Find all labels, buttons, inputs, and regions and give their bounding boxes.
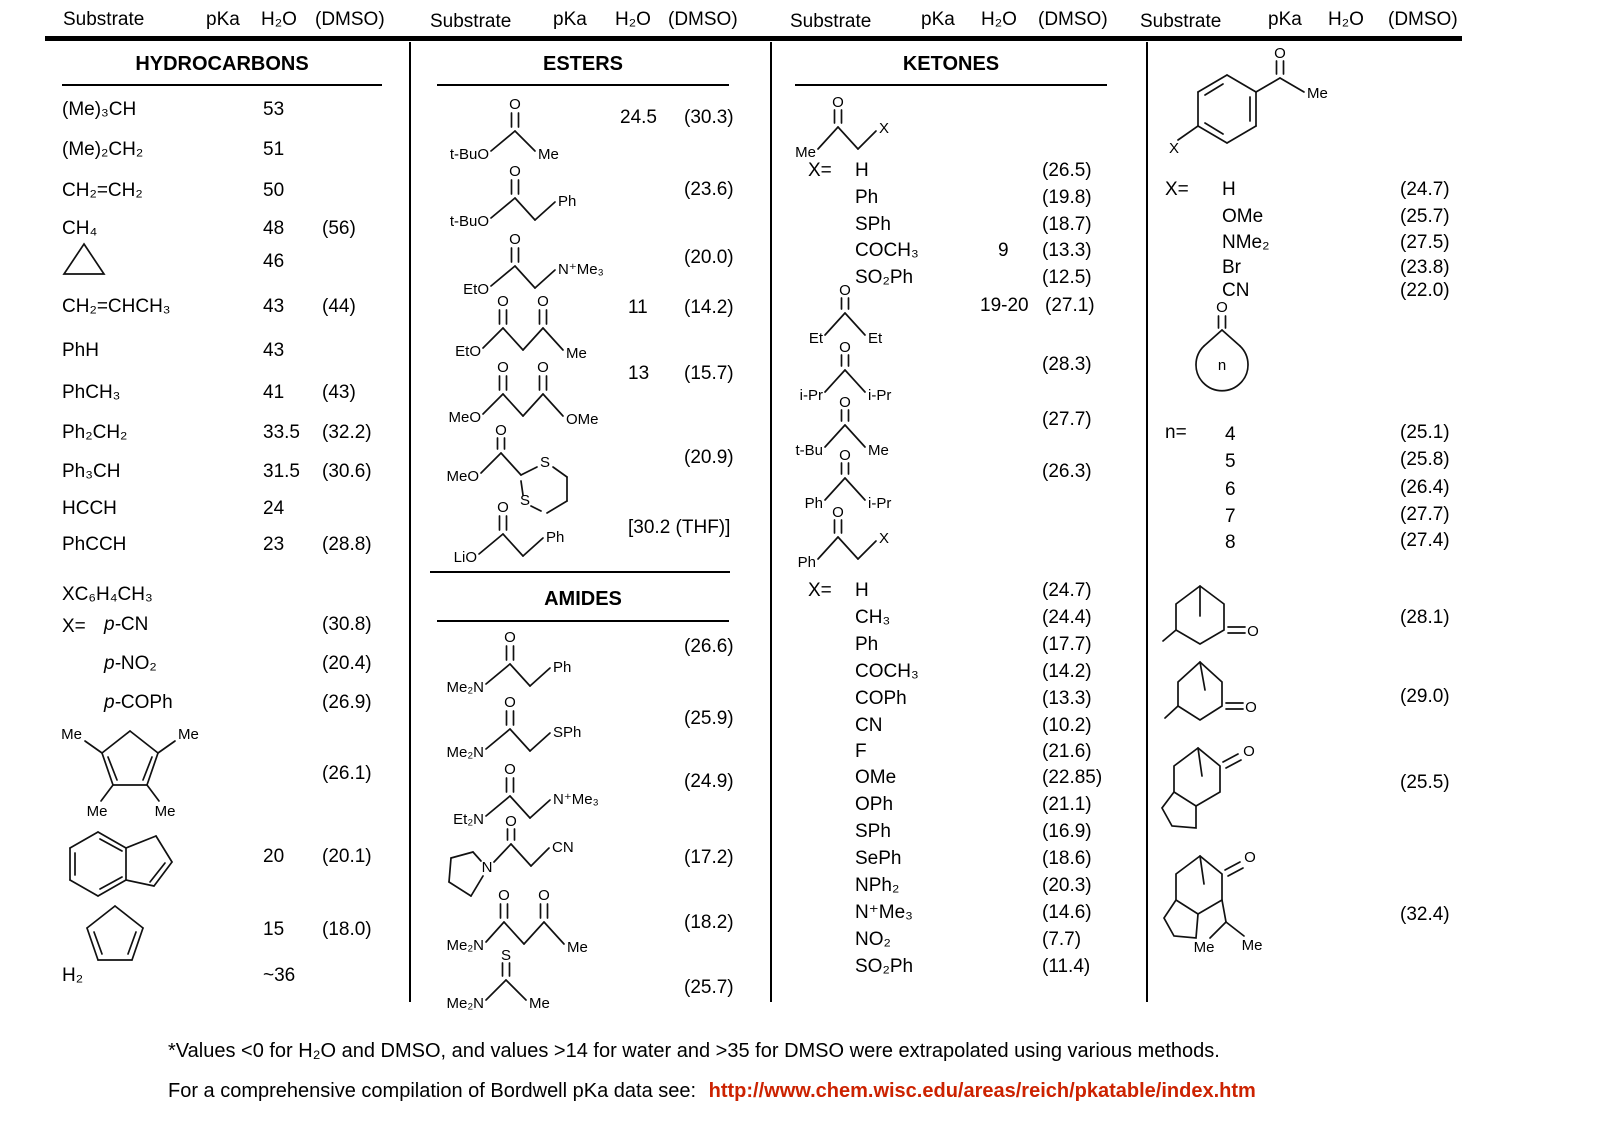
dmso-value: (20.4) [322, 653, 372, 674]
dmso-value: (56) [322, 218, 356, 239]
ketone-left-label: i-Pr [799, 387, 823, 404]
pka-value: 23 [263, 534, 285, 555]
dmso-value: (20.3) [1042, 875, 1092, 896]
methyl-label: Me [154, 803, 176, 820]
col1-header-dmso: (DMSO) [315, 9, 385, 30]
substituent-label: NPh₂ [855, 875, 900, 896]
substituent-label: COPh [855, 688, 907, 709]
dmso-value: (11.4) [1042, 956, 1091, 977]
dmso-value: (29.0) [1400, 686, 1450, 707]
substituent-label: NO₂ [855, 929, 891, 950]
oxygen-label: O [495, 422, 507, 439]
oxygen-label: O [839, 394, 851, 411]
structure-cyclopentadiene [70, 896, 160, 974]
ester-right-label: Me [538, 146, 559, 163]
pka-value: 43 [263, 296, 285, 317]
sulfur-label: S [500, 947, 512, 964]
substrate-formula: Ph₃CH [62, 461, 121, 482]
hydrocarbons-rule [62, 84, 382, 86]
dmso-value: (19.8) [1042, 187, 1092, 208]
oxygen-label: O [537, 359, 549, 376]
oxygen-label: O [505, 813, 517, 830]
pka-value: 20 [263, 846, 285, 867]
dmso-value: (27.7) [1400, 504, 1450, 525]
x-equals-label: X= [808, 160, 832, 181]
compilation-prefix: For a comprehensive compilation of Bordwell pKa data see: [168, 1080, 697, 1102]
substrate-formula: (Me)₃CH [62, 99, 137, 120]
dmso-value: (20.0) [684, 247, 734, 268]
dmso-value: (28.8) [322, 534, 372, 555]
ester-right-label: Me [566, 345, 587, 362]
dmso-value: (17.7) [1042, 634, 1092, 655]
substituent-label: SPh [855, 821, 891, 842]
methyl-label: Me [1307, 85, 1328, 102]
amides-title: AMIDES [544, 588, 622, 610]
substrate-formula: H₂ [62, 965, 84, 986]
oxygen-label: O [504, 694, 516, 711]
oxygen-label: O [1245, 699, 1257, 716]
col4-header-dmso: (DMSO) [1388, 9, 1458, 30]
ester-left-label: EtO [463, 281, 489, 298]
col2-header-h2o: H₂O [615, 9, 651, 30]
structure-dimethyl-bicyclic-ketone [1152, 846, 1292, 964]
col2-header-dmso: (DMSO) [668, 9, 738, 30]
ketones-title: KETONES [902, 53, 1000, 75]
structure-tetramethylcyclopentadiene [55, 713, 205, 825]
pka-value: 50 [263, 180, 285, 201]
pka-value: 24.5 [620, 107, 657, 128]
ketone-right-label: i-Pr [868, 495, 892, 512]
substrate-formula: Ph₂CH₂ [62, 422, 128, 443]
dmso-value: (20.9) [684, 447, 734, 468]
dmso-value: (43) [322, 382, 356, 403]
dmso-value: (16.9) [1042, 821, 1092, 842]
amide-right-label: N⁺Me₃ [553, 791, 599, 808]
pka-value: 51 [263, 139, 285, 160]
pka-value: 24 [263, 498, 285, 519]
dmso-value: (22.85) [1042, 767, 1103, 788]
structure-norbornanone [1158, 656, 1288, 734]
dmso-value: (14.6) [1042, 902, 1092, 923]
substituent-label: SO₂Ph [855, 956, 914, 977]
substituent-label: H [855, 160, 869, 181]
x-substituent-label: X [1168, 140, 1180, 157]
pka-value: 31.5 [263, 461, 300, 482]
ester-right-label: N⁺Me₃ [558, 261, 604, 278]
ketone-right-label: Et [868, 330, 883, 347]
ester-left-label: t-BuO [449, 146, 489, 163]
dmso-value: (18.0) [322, 919, 372, 940]
dmso-value: (25.1) [1400, 422, 1450, 443]
oxygen-label: O [504, 761, 516, 778]
amide-right-label: Me [567, 939, 588, 956]
substituent-label: CH₃ [855, 607, 891, 628]
structure-lithium-phenylacetate [445, 498, 615, 578]
ester-left-label: LiO [453, 549, 477, 566]
para-prefix: p- [104, 653, 121, 674]
pka-value: 41 [263, 382, 285, 403]
oxygen-label: O [497, 499, 509, 516]
ester-right-label: Ph [558, 193, 577, 210]
dmso-value: (30.3) [684, 107, 734, 128]
dmso-value: (24.7) [1042, 580, 1092, 601]
dmso-value: (28.3) [1042, 354, 1092, 375]
substrate-formula: HCCH [62, 498, 117, 519]
oxygen-label: O [832, 94, 844, 111]
dmso-value: (26.5) [1042, 160, 1092, 181]
x-substituent-label: X [879, 530, 890, 547]
dmso-value: (12.5) [1042, 267, 1092, 288]
dmso-value: (22.0) [1400, 280, 1450, 301]
ester-left-label: EtO [455, 343, 481, 360]
dmso-value: (13.3) [1042, 688, 1092, 709]
pka-value: 33.5 [263, 422, 300, 443]
dmso-value: (15.7) [684, 363, 734, 384]
oxygen-label: O [538, 887, 550, 904]
oxygen-label: O [832, 504, 844, 521]
oxygen-label: O [1247, 623, 1259, 640]
dmso-value: (27.7) [1042, 409, 1092, 430]
substrate-formula: CH₂=CH₂ [62, 180, 143, 201]
substituent-label [104, 654, 157, 675]
amide-right-label: Ph [553, 659, 572, 676]
dmso-value: (10.2) [1042, 715, 1092, 736]
substituent-label: OMe [855, 767, 897, 788]
oxygen-label: O [504, 629, 516, 646]
dmso-value: (18.7) [1042, 214, 1092, 235]
oxygen-label: O [509, 163, 521, 180]
methyl-label: Me [86, 803, 108, 820]
dmso-value: (14.2) [684, 297, 734, 318]
header-rule [45, 36, 1462, 41]
dmso-value: (30.6) [322, 461, 372, 482]
methyl-label: Me [1193, 939, 1215, 956]
substituent-label: NMe₂ [1222, 232, 1270, 253]
dmso-value: (14.2) [1042, 661, 1092, 682]
col1-header-h2o: H₂O [261, 9, 297, 30]
pka-table-link[interactable]: http://www.chem.wisc.edu/areas/reich/pkatable/index.htm [708, 1080, 1256, 1102]
amide-right-label: SPh [553, 724, 582, 741]
substituent-label: SePh [855, 848, 902, 869]
footnote: *Values <0 for H₂O and DMSO, and values >14 for water and >35 for DMSO were extrapolated using various methods. [168, 1040, 1220, 1062]
pka-value: 43 [263, 340, 285, 361]
pka-value: 46 [263, 251, 285, 272]
substrate-formula: (Me)₂CH₂ [62, 139, 144, 160]
dmso-value: (32.4) [1400, 904, 1450, 925]
dmso-value: (23.6) [684, 179, 734, 200]
oxygen-label: O [1274, 45, 1286, 62]
pka-value: 11 [628, 297, 648, 318]
col1-header-substrate: Substrate [63, 9, 145, 30]
para-prefix: p- [104, 614, 121, 635]
substituent-label: Br [1222, 257, 1241, 278]
substrate-formula: PhCH₃ [62, 382, 121, 403]
substrate-formula: PhH [62, 340, 99, 361]
substituent-label: COCH₃ [855, 240, 919, 261]
x-equals-label: X= [62, 616, 86, 637]
substituent-label: COCH₃ [855, 661, 919, 682]
col3-header-substrate: Substrate [790, 11, 872, 32]
dmso-value: (27.5) [1400, 232, 1450, 253]
pka-value: 15 [263, 919, 285, 940]
substituent-label: F [855, 741, 867, 762]
structure-bicyclooctanone [1158, 578, 1288, 656]
structure-dimethyl-thioacetamide [440, 948, 610, 1018]
dmso-value: (24.9) [684, 771, 734, 792]
col4-header-pka: pKa [1268, 9, 1302, 30]
ester-left-label: MeO [446, 468, 479, 485]
dmso-value: (26.3) [1042, 461, 1092, 482]
sulfur-label: S [519, 492, 531, 509]
oxygen-label: O [1216, 299, 1228, 316]
column-divider-3 [1146, 42, 1148, 1002]
ester-right-label: OMe [566, 411, 599, 428]
hydrocarbons-title: HYDROCARBONS [135, 53, 309, 75]
dmso-value: (20.1) [322, 846, 372, 867]
amide-right-label: Me [529, 995, 550, 1012]
col3-header-h2o: H₂O [981, 9, 1017, 30]
amide-right-label: CN [552, 839, 574, 856]
pka-value: 53 [263, 99, 285, 120]
ester-right-label: Ph [546, 529, 565, 546]
ring-size-value: 7 [1225, 506, 1236, 527]
dmso-value: (28.1) [1400, 607, 1450, 628]
dmso-value: (27.1) [1045, 295, 1095, 316]
col4-header-substrate: Substrate [1140, 11, 1222, 32]
substituent-text: NO₂ [120, 653, 157, 674]
substituent-label: H [1222, 179, 1236, 200]
oxygen-label: O [1243, 743, 1255, 760]
ring-size-value: 4 [1225, 424, 1236, 445]
compilation-note [168, 1080, 1256, 1103]
ring-size-value: 6 [1225, 479, 1236, 500]
substituent-text: CN [120, 614, 149, 635]
dmso-value: (17.2) [684, 847, 734, 868]
dmso-value: (25.7) [1400, 206, 1450, 227]
x-substituent-label: X [879, 120, 890, 137]
amide-left-label: Me₂N [446, 679, 484, 696]
pka-value: ~36 [263, 965, 296, 986]
structure-phenacyl-x [790, 503, 940, 578]
ketone-left-label: t-Bu [795, 442, 823, 459]
ketones-rule [795, 84, 1107, 86]
oxygen-label: O [509, 231, 521, 248]
oxygen-label: O [1244, 849, 1256, 866]
dmso-value: (7.7) [1042, 929, 1082, 950]
amide-left-label: Me₂N [446, 937, 484, 954]
substituent-label: SPh [855, 214, 891, 235]
substituent-text: COPh [120, 692, 173, 713]
esters-title: ESTERS [542, 53, 624, 75]
amides-rule [437, 620, 729, 622]
dmso-value: (32.2) [322, 422, 372, 443]
pka-value: 13 [628, 363, 650, 384]
substrate-formula: CH₄ [62, 218, 98, 239]
n-equals-label: n= [1165, 422, 1187, 443]
substrate-formula: XC₆H₄CH₃ [62, 584, 153, 605]
col1-header-pka: pKa [206, 9, 240, 30]
col4-header-h2o: H₂O [1328, 9, 1364, 30]
col2-header-substrate: Substrate [430, 11, 512, 32]
methyl-label: Me [61, 726, 82, 743]
dmso-value: (26.9) [322, 692, 372, 713]
oxygen-label: O [537, 293, 549, 310]
dmso-value: (26.4) [1400, 477, 1450, 498]
esters-rule [437, 84, 729, 86]
methyl-label: Me [1241, 937, 1263, 954]
structure-bicyclo-bridged-ketone [1152, 740, 1282, 838]
dmso-value: (25.5) [1400, 772, 1450, 793]
ester-left-label: MeO [448, 409, 481, 426]
substituent-label: CN [1222, 280, 1250, 301]
amide-left-label: Et₂N [453, 811, 484, 828]
structure-indene [62, 822, 192, 907]
structure-cyclopropane [62, 240, 106, 278]
ring-size-value: 8 [1225, 532, 1236, 553]
ketone-left-label: Ph [797, 554, 816, 571]
substituent-label [104, 693, 173, 714]
dmso-value: (24.7) [1400, 179, 1450, 200]
col3-header-pka: pKa [921, 9, 955, 30]
ring-size-value: 5 [1225, 451, 1236, 472]
dmso-value: (25.7) [684, 977, 734, 998]
structure-cycloalkanone [1172, 300, 1272, 395]
column-divider-1 [409, 42, 411, 1002]
para-prefix: p- [104, 692, 121, 713]
ketone-left-label: Ph [804, 495, 823, 512]
dmso-value: (26.1) [322, 763, 372, 784]
x-equals-label: X= [808, 580, 832, 601]
oxygen-label: O [509, 96, 521, 113]
dmso-value: (21.6) [1042, 741, 1092, 762]
pka-thf-value: [30.2 (THF)] [628, 517, 731, 538]
dmso-value: (18.6) [1042, 848, 1092, 869]
substrate-formula: PhCCH [62, 534, 127, 555]
oxygen-label: O [497, 293, 509, 310]
substituent-label: N⁺Me₃ [855, 902, 913, 923]
ester-left-label: t-BuO [449, 213, 489, 230]
substituent-label: SO₂Ph [855, 267, 914, 288]
structure-para-x-acetophenone [1165, 45, 1345, 165]
ketone-left-label: Me [795, 144, 816, 161]
pka-value: 48 [263, 218, 285, 239]
x-equals-label: X= [1165, 179, 1189, 200]
dmso-value: (44) [322, 296, 356, 317]
sulfur-label: S [539, 454, 551, 471]
dmso-value: (24.4) [1042, 607, 1092, 628]
oxygen-label: O [839, 282, 851, 299]
dmso-value: (21.1) [1042, 794, 1092, 815]
dmso-value: (26.6) [684, 636, 734, 657]
substituent-label: Ph [855, 187, 879, 208]
oxygen-label: O [839, 447, 851, 464]
substituent-label: OPh [855, 794, 894, 815]
substituent-label: H [855, 580, 869, 601]
substituent-label: OMe [1222, 206, 1264, 227]
substituent-label [104, 615, 148, 636]
pka-value: 19-20 [980, 295, 1029, 316]
amide-left-label: Me₂N [446, 744, 484, 761]
dmso-value: (18.2) [684, 912, 734, 933]
structure-diethyl-ketone [795, 282, 945, 349]
oxygen-label: O [497, 359, 509, 376]
dmso-value: (13.3) [1042, 240, 1092, 261]
dmso-value: (25.8) [1400, 449, 1450, 470]
oxygen-label: O [498, 887, 510, 904]
pka-value: 9 [998, 240, 1009, 261]
dmso-value: (30.8) [322, 614, 372, 635]
amide-left-label: Me₂N [446, 995, 484, 1012]
column-divider-2 [770, 42, 772, 1002]
substituent-label: CN [855, 715, 883, 736]
ketone-right-label: i-Pr [868, 387, 892, 404]
methyl-label: Me [178, 726, 199, 743]
ketone-right-label: Me [868, 442, 889, 459]
oxygen-label: O [839, 339, 851, 356]
dmso-value: (25.9) [684, 708, 734, 729]
dmso-value: (23.8) [1400, 257, 1450, 278]
amides-top-rule [430, 571, 730, 573]
dmso-value: (27.4) [1400, 530, 1450, 551]
nitrogen-label: N [481, 859, 493, 876]
col3-header-dmso: (DMSO) [1038, 9, 1108, 30]
col2-header-pka: pKa [553, 9, 587, 30]
substrate-formula: CH₂=CHCH₃ [62, 296, 171, 317]
ketone-left-label: Et [808, 330, 823, 347]
substituent-label: Ph [855, 634, 879, 655]
ring-size-label: n [1217, 357, 1227, 374]
structure-acetone-x [790, 95, 940, 170]
